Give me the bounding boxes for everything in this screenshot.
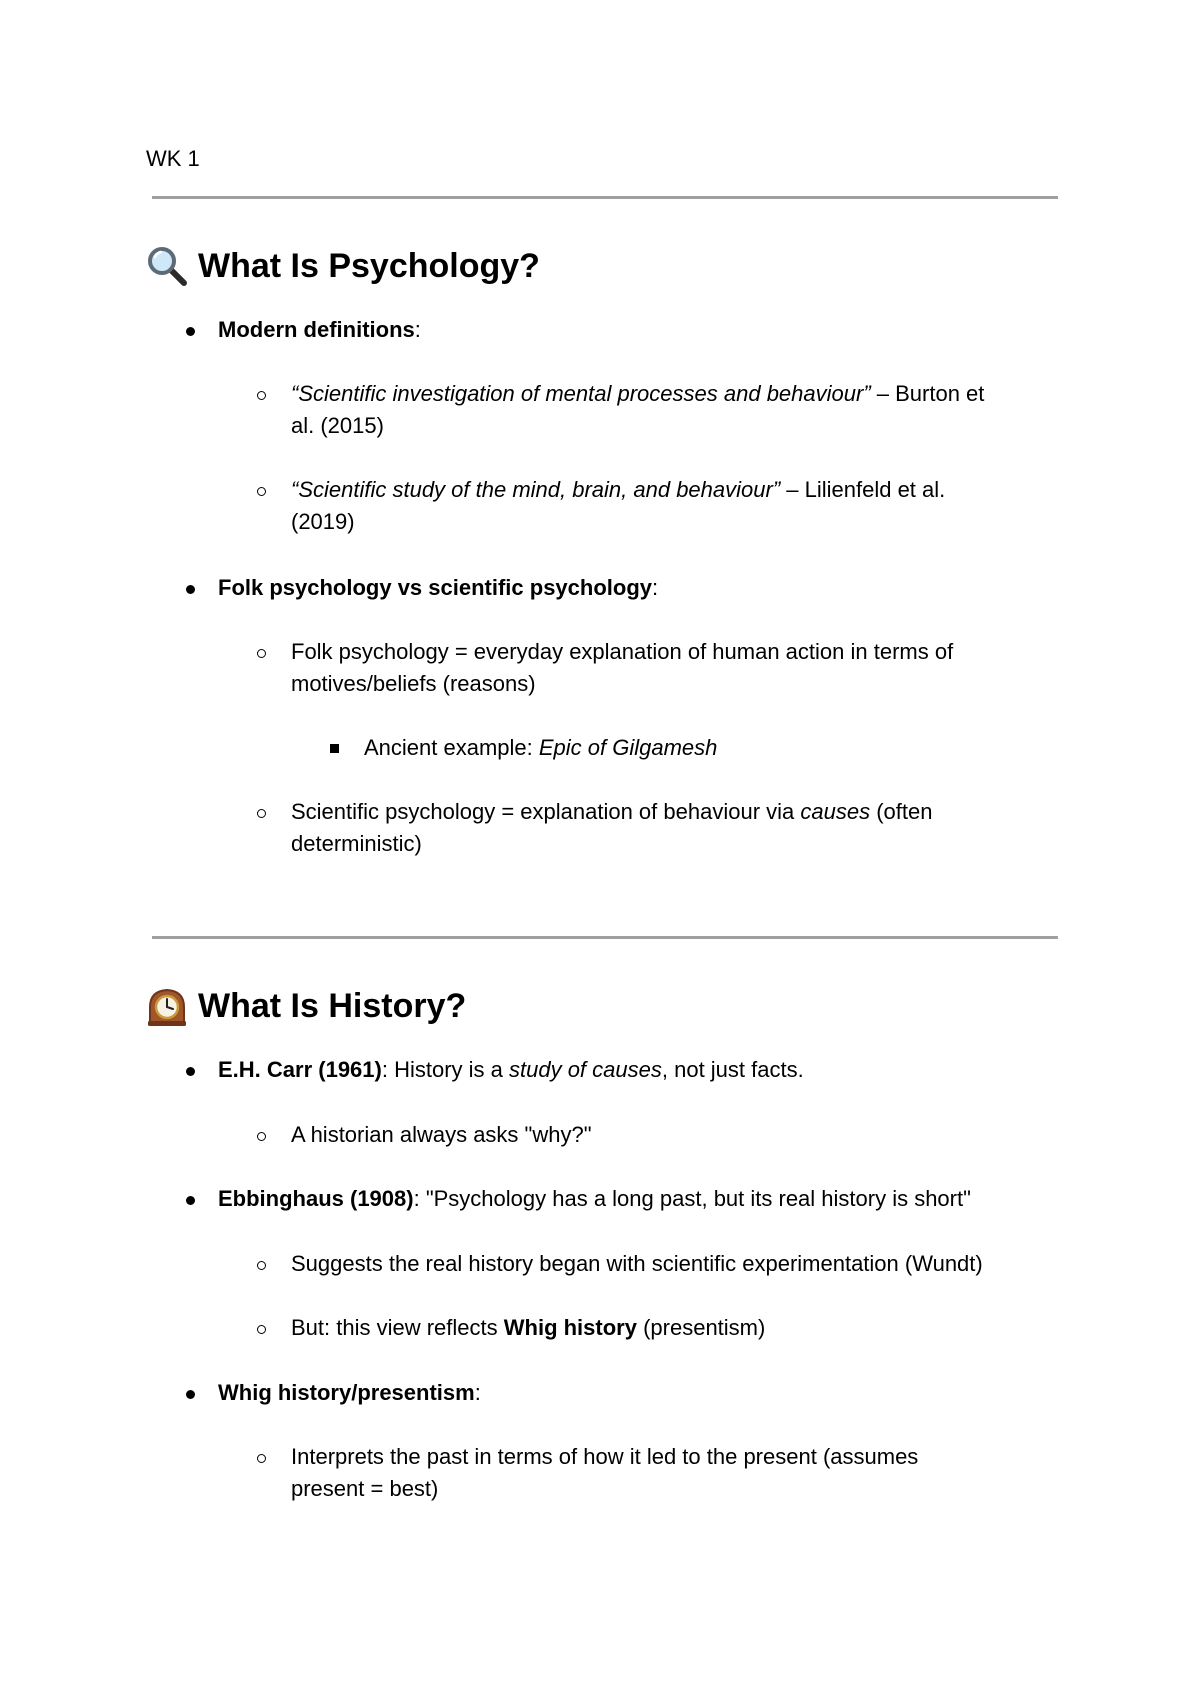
bullet-circle [257, 1325, 266, 1334]
bullet-disc [186, 1067, 195, 1076]
bullet-circle [257, 1132, 266, 1141]
list-item-modern-definitions: Modern definitions: [218, 317, 421, 342]
bullet-disc [186, 327, 195, 336]
divider [152, 196, 1058, 199]
magnifying-glass-icon [146, 245, 188, 287]
list-item-definition-burton: “Scientific investigation of mental processes and behaviour” – Burton et [291, 381, 985, 406]
list-item-whig-history: Whig history/presentism: [218, 1380, 481, 1405]
bullet-disc [186, 1390, 195, 1399]
section-title: What Is History? [198, 987, 467, 1025]
bullet-circle [257, 391, 266, 400]
header-text: WK 1 [146, 146, 200, 171]
list-item-folk-vs-scientific: Folk psychology vs scientific psychology: [218, 575, 659, 600]
list-item-folk-definition: Folk psychology = everyday explanation of human action in terms of [291, 639, 954, 664]
list-item-definition-lilienfeld: “Scientific study of the mind, brain, and behaviour” – Lilienfeld et al. [291, 477, 946, 502]
section-title: What Is Psychology? [198, 247, 540, 285]
bullet-circle [257, 809, 266, 818]
list-item-real-history: Suggests the real history began with scientific experimentation (Wundt) [291, 1251, 983, 1276]
bullet-square [330, 744, 339, 753]
list-item-scientific-definition: Scientific psychology = explanation of behaviour via causes (often [291, 799, 933, 824]
list-item-ebbinghaus: Ebbinghaus (1908): "Psychology has a long past, but its real history is short" [218, 1186, 971, 1211]
bullet-circle [257, 1454, 266, 1463]
list-item-interprets-past-cont: present = best) [291, 1476, 439, 1501]
bullet-circle [257, 487, 266, 496]
list-item-whig-view: But: this view reflects Whig history (presentism) [291, 1315, 766, 1340]
bullet-disc [186, 585, 195, 594]
list-item-definition-burton-cont: al. (2015) [291, 413, 384, 438]
mantelpiece-clock-icon [146, 985, 188, 1027]
section-heading-psychology [146, 244, 540, 288]
bullet-circle [257, 649, 266, 658]
section-heading-history [146, 984, 466, 1028]
bullet-disc [186, 1196, 195, 1205]
list-item-carr: E.H. Carr (1961): History is a study of causes, not just facts. [218, 1057, 804, 1082]
list-item-definition-lilienfeld-cont: (2019) [291, 509, 355, 534]
list-item-historian-asks: A historian always asks "why?" [291, 1122, 592, 1147]
list-item-folk-definition-cont: motives/beliefs (reasons) [291, 671, 536, 696]
bullet-circle [257, 1261, 266, 1270]
list-item-ancient-example: Ancient example: Epic of Gilgamesh [364, 735, 718, 760]
list-item-interprets-past: Interprets the past in terms of how it led to the present (assumes [291, 1444, 919, 1469]
list-item-scientific-definition-cont: deterministic) [291, 831, 422, 856]
divider [152, 936, 1058, 939]
